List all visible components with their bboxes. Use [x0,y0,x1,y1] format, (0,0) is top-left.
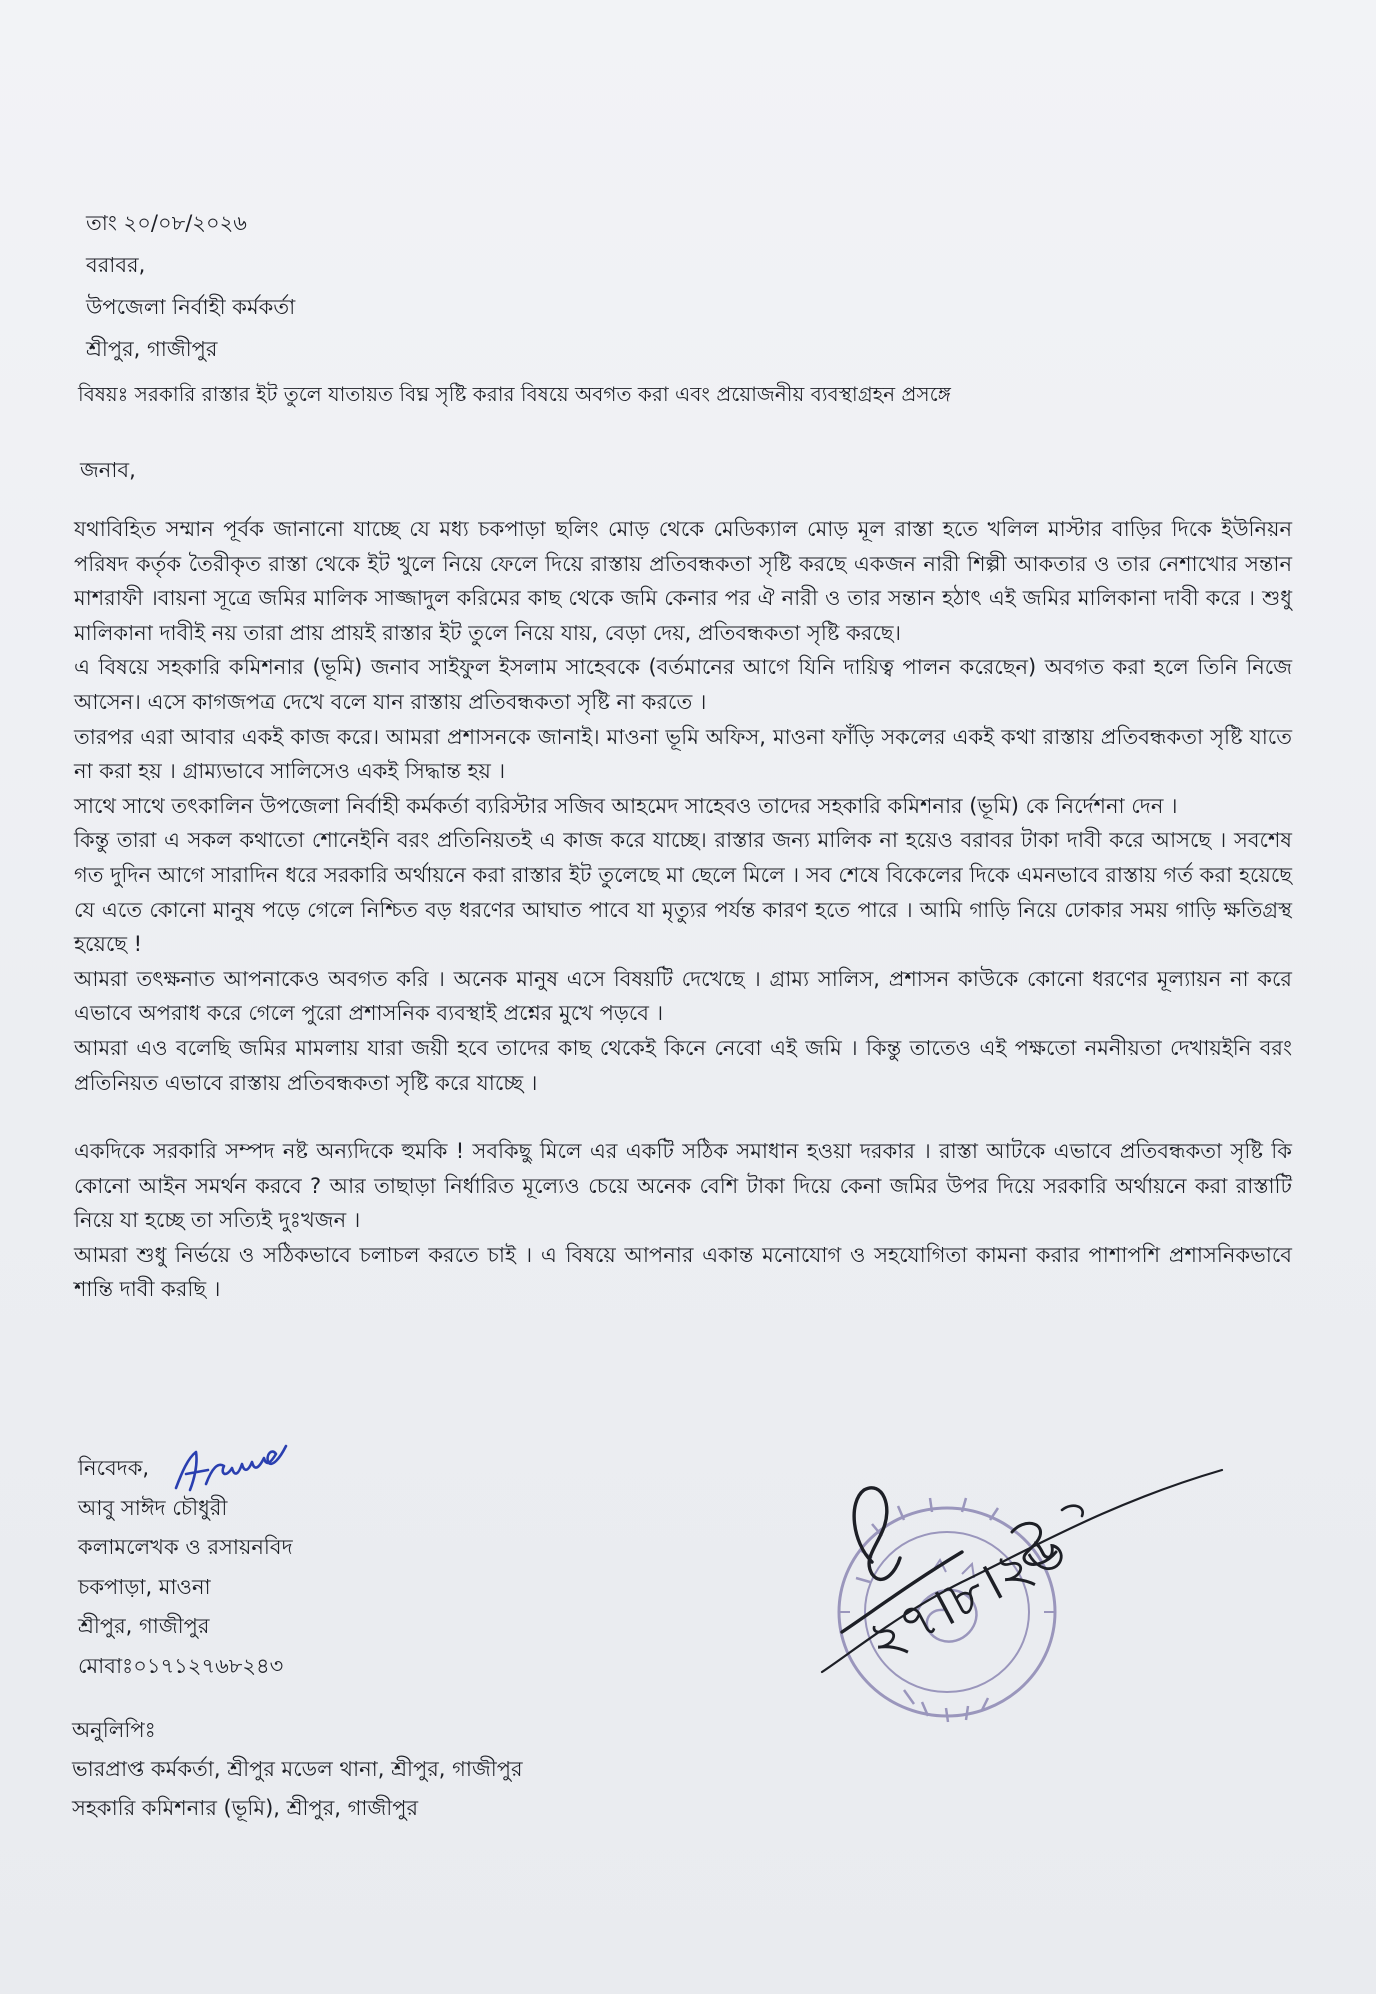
regards-line: নিবেদক, [78,1456,150,1480]
body-paragraph: একদিকে সরকারি সম্পদ নষ্ট অন্যদিকে হুমকি ! সবকিছু মিলে এর একটি সঠিক সমাধান হওয়া দরকার । রাস্তা আটকে এভাবে প্রতিবন্ধকতা সৃষ্টি কি কোনো আইন সমর্থন করবে ? আর তাছাড়া নির্ধারিত মূল্যেও চেয়ে অনেক বেশি টাকা দিয়ে কেনা জমির উপর দিয়ে সরকারি অর্থায়নে করা রাস্তাটি নিয়ে যা হচ্ছে তা সত্যিই দুঃখজন । [74,1139,1292,1233]
recipient-address: শ্রীপুর, গাজীপুর [86,337,218,361]
recipient-title: উপজেলা নির্বাহী কর্মকর্তা [86,295,296,319]
subject-line: বিষয়ঃ সরকারি রাস্তার ইট তুলে যাতায়ত বিঘ্ন সৃষ্টি করার বিষয়ে অবগত করা এবং প্রয়োজনীয় ব্যবস্থাগ্রহন প্রসঙ্গে [78,382,951,406]
letter-date: তাং ২০/০৮/২০২৬ [86,211,247,235]
salutation: জনাব, [80,458,136,482]
body-paragraph: আমরা এও বলেছি জমির মামলায় যারা জয়ী হবে তাদের কাছ থেকেই কিনে নেবো এই জমি । কিন্তু তাতেও এই পক্ষতো নমনীয়তা দেখায়ইনি বরং প্রতিনিয়ত এভাবে রাস্তায় প্রতিবন্ধকতা সৃষ্টি করে যাচ্ছে । [74,1035,1292,1095]
body-paragraph: কিন্তু তারা এ সকল কথাতো শোনেইনি বরং প্রতিনিয়তই এ কাজ করে যাচ্ছে। রাস্তার জন্য মালিক না হয়েও বরাবর টাকা দাবী করে আসছে । সবশেষ গত দুদিন আগে সারাদিন ধরে সরকারি অর্থায়নে করা রাস্তার ইট তুলেছে মা ছেলে মিলে । সব শেষে বিকেলের দিকে এমনভাবে রাস্তায় গর্ত করা হয়েছে যে এতে কোনো মানুষ পড়ে গেলে নিশ্চিত বড় ধরণের আঘাত পাবে যা মৃত্যুর পর্যন্ত কারণ হতে পারে । আমি গাড়ি নিয়ে ঢোকার সময় গাড়ি ক্ষতিগ্রস্থ হয়েছে ! [74,828,1292,957]
stamp-handwritten-date: ২৭।৮।২৬ [856,1517,1076,1674]
sender-mobile: মোবাঃ০১৭১২৭৬৮২৪৩ [78,1653,284,1678]
copies-heading: অনুলিপিঃ [72,1718,156,1742]
paragraph-gap [74,1100,1292,1134]
letter-header [86,205,295,373]
body-paragraph: সাথে সাথে তৎকালিন উপজেলা নির্বাহী কর্মকর্তা ব্যরিস্টার সজিব আহমেদ সাহেবও তাদের সহকারি কমিশনার (ভূমি) কে নির্দেশনা দেন । [74,793,1178,818]
sender-profession: কলামলেখক ও রসায়নবিদ [78,1535,293,1559]
to-line: বরাবর, [86,253,146,277]
copies-block [72,1712,523,1829]
sender-village: চকপাড়া, মাওনা [78,1574,211,1599]
letter-body [74,512,1292,1307]
body-paragraph: আমরা শুধু নির্ভয়ে ও সঠিকভাবে চলাচল করতে চাই । এ বিষয়ে আপনার একান্ত মনোযোগ ও সহযোগিতা কামনা করার পাশাপশি প্রশাসনিকভাবে শান্তি দাবী করছি । [74,1242,1292,1302]
sender-district: শ্রীপুর, গাজীপুর [78,1614,210,1638]
copy-recipient: ভারপ্রাপ্ত কর্মকর্তা, শ্রীপুর মডেল থানা, শ্রীপুর, গাজীপুর [72,1757,523,1781]
body-paragraph: এ বিষয়ে সহকারি কমিশনার (ভূমি) জনাব সাইফুল ইসলাম সাহেবকে (বর্তমানের আগে যিনি দায়িত্ব পালন করেছেন) অবগত করা হলে তিনি নিজে আসেন। এসে কাগজপত্র দেখে বলে যান রাস্তায় প্রতিবন্ধকতা সৃষ্টি না করতে । [74,655,1292,714]
copy-recipient: সহকারি কমিশনার (ভূমি), শ্রীপুর, গাজীপুর [72,1796,419,1820]
receipt-seal-stamp [812,1462,1232,1782]
sender-signature [168,1428,298,1498]
body-paragraph: তারপর এরা আবার একই কাজ করে। আমরা প্রশাসনকে জানাই। মাওনা ভূমি অফিস, মাওনা ফাঁড়ি সকলের একই কথা রাস্তায় প্রতিবন্ধকতা সৃষ্টি যাতে না করা হয় । গ্রাম্যভাবে সালিসেও একই সিদ্ধান্ত হয় । [74,724,1292,784]
sender-name: আবু সাঈদ চৌধুরী [78,1495,228,1520]
body-paragraph: যথাবিহিত সম্মান পূর্বক জানানো যাচ্ছে যে মধ্য চকপাড়া ছলিং মোড় থেকে মেডিক্যাল মোড় মূল রাস্তা হতে খলিল মাস্টার বাড়ির দিকে ইউনিয়ন পরিষদ কর্তৃক তৈরীকৃত রাস্তা থেকে ইট খুলে নিয়ে ফেলে দিয়ে রাস্তায় প্রতিবন্ধকতা সৃষ্টি করছে একজন নারী শিল্পী আকতার ও তার নেশাখোর সন্তান মাশরাফী ।বায়না সূত্রে জমির মালিক সাজ্জাদুল করিমের কাছ থেকে জমি কেনার পর ঐ নারী ও তার সন্তান হঠাৎ এই জমির মালিকানা দাবী করে । শুধু মালিকানা দাবীই নয় তারা প্রায় প্রায়ই রাস্তার ইট তুলে নিয়ে যায়, বেড়া দেয়, প্রতিবন্ধকতা সৃষ্টি করছে। [74,517,1292,645]
body-paragraph: আমরা তৎক্ষনাত আপনাকেও অবগত করি । অনেক মানুষ এসে বিষয়টি দেখেছে । গ্রাম্য সালিস, প্রশাসন কাউকে কোনো ধরণের মূল্যায়ন না করে এভাবে অপরাধ করে গেলে পুরো প্রশাসনিক ব্যবস্থাই প্রশ্নের মুখে পড়বে । [74,966,1292,1026]
